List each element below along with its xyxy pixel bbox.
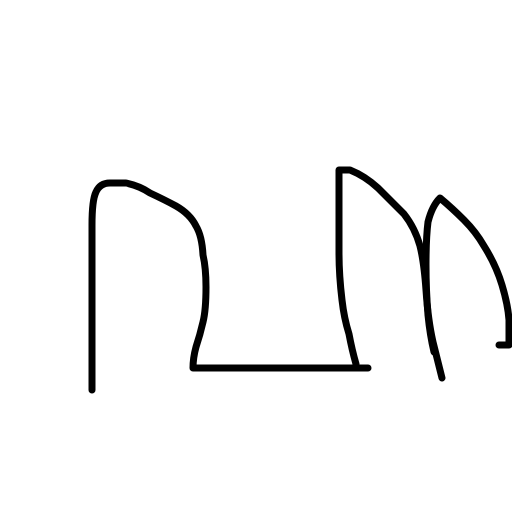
stroke-left-arch-and-base xyxy=(92,183,368,390)
stroke-right-arch xyxy=(426,198,509,352)
